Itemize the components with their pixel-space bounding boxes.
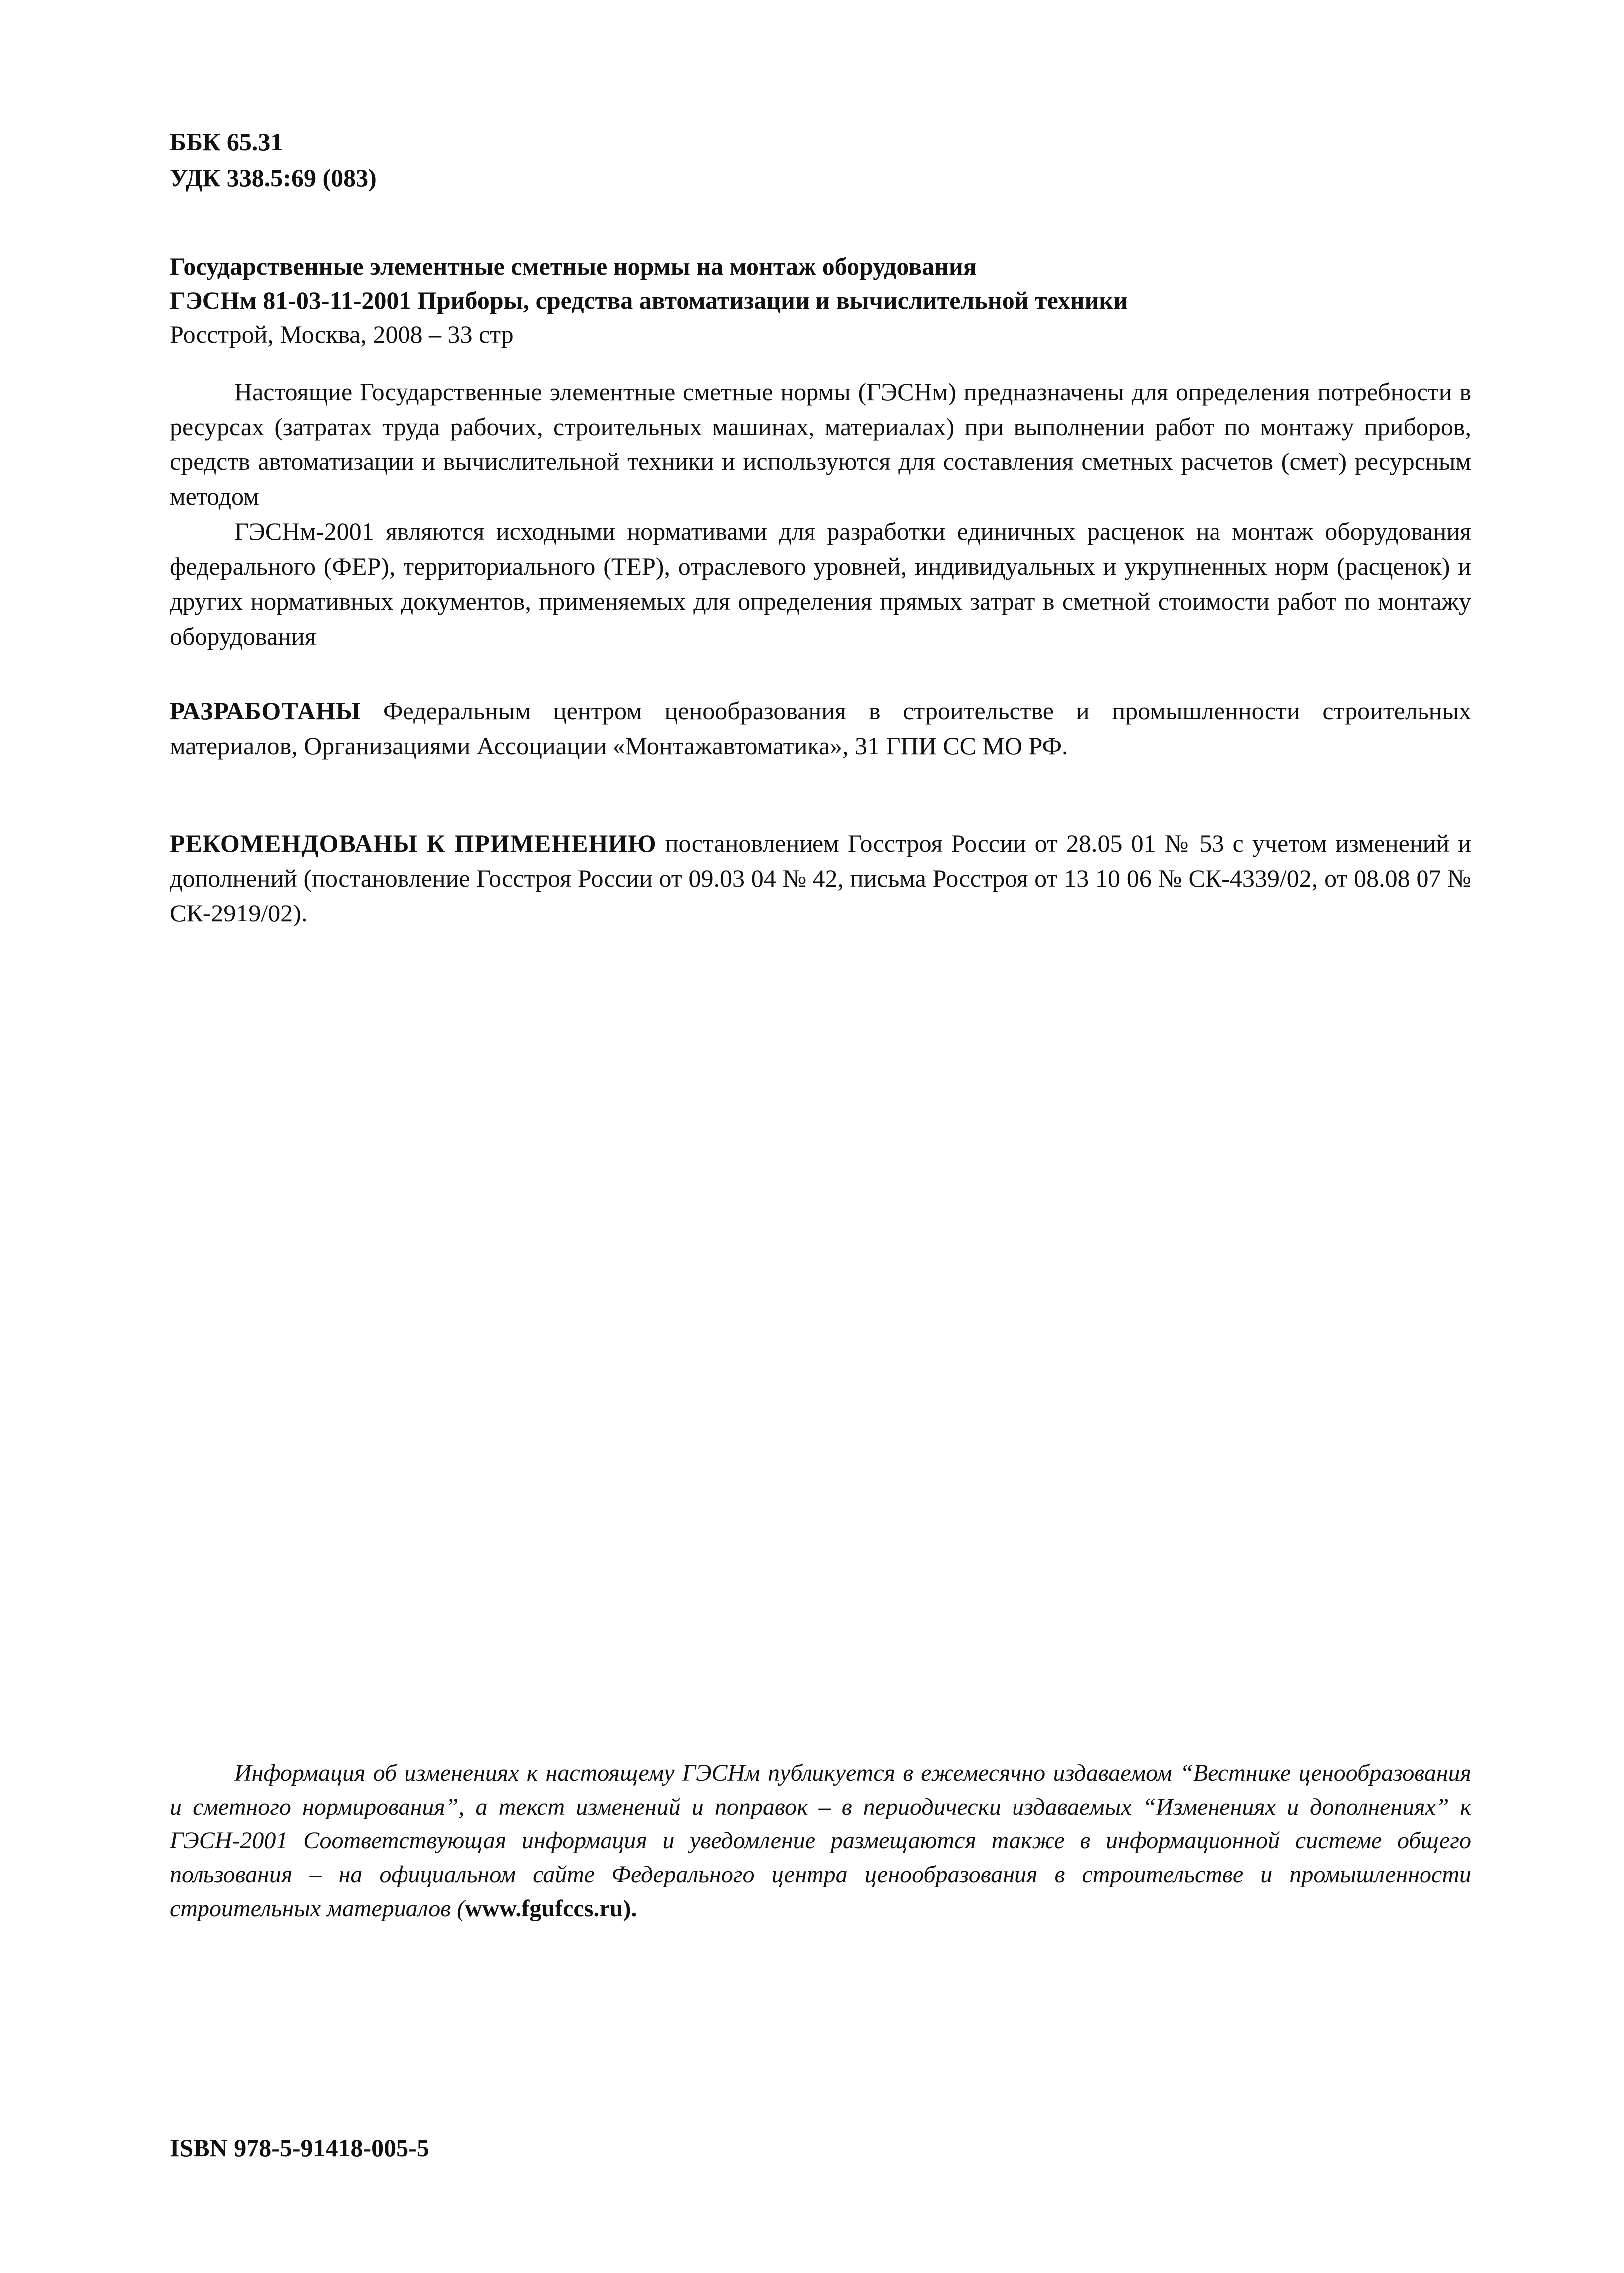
info-tail: ).	[623, 1895, 637, 1922]
info-text: Информация об изменениях к настоящему ГЭСНм публикуется в ежемесячно издаваемом “Вестнике ценообразования и сметного нормирования”, а текст изменений и поправок – в периодически издаваемых “Изменениях и дополнениях” к ГЭСН-2001 Соответствующая информация и уведомление размещаются также в информационной системе общего пользования – на официальном сайте Федерального центра ценообразования в строительстве и промышленности строительных материалов (	[170, 1760, 1471, 1922]
info-paragraph	[170, 1756, 1471, 1926]
classification-codes	[170, 124, 1471, 196]
info-note	[170, 1756, 1471, 1926]
recommended-text: постановлением Госстроя России от 28.05 01 № 53 с учетом изменений и дополнений (постановление Госстроя России от 09.03 04 № 42, письма Росстроя от 13 10 06 № СК-4339/02, от 08.08 07 № СК-2919/02).	[170, 829, 1472, 927]
recommended-label: РЕКОМЕНДОВАНЫ К ПРИМЕНЕНИЮ	[170, 829, 657, 857]
imprint: Росстрой, Москва, 2008 – 33 стр	[170, 320, 514, 348]
isbn: ISBN 978-5-91418-005-5	[170, 2134, 429, 2162]
abstract-paragraph-1: Настоящие Государственные элементные сметные нормы (ГЭСНм) предназначены для определения потребности в ресурсах (затратах труда рабочих, строительных машинах, материалах) при выполнении работ по монтажу приборов, средств автоматизации и вычислительной техники и используются для составления сметных расчетов (смет) ресурсным методом	[170, 378, 1471, 510]
developed-label: РАЗРАБОТАНЫ	[170, 697, 361, 725]
title-line-1: Государственные элементные сметные нормы на монтаж оборудования	[170, 252, 977, 280]
recommended-for-use	[170, 826, 1471, 930]
title-line-2: ГЭСНм 81-03-11-2001 Приборы, средства автоматизации и вычислительной техники	[170, 286, 1128, 314]
abstract	[170, 374, 1471, 654]
document-title	[170, 249, 1471, 351]
abstract-paragraph-2: ГЭСНм-2001 являются исходными нормативами для разработки единичных расценок на монтаж оборудования федерального (ФЕР), территориального (ТЕР), отраслевого уровней, индивидуальных и укрупненных норм (расценок) и других нормативных документов, применяемых для определения прямых затрат в сметной стоимости работ по монтажу оборудования	[170, 517, 1471, 650]
udk-code: УДК 338.5:69 (083)	[170, 164, 377, 192]
developed-by	[170, 693, 1471, 763]
website-link[interactable]: www.fgufccs.ru	[465, 1895, 623, 1922]
developed-text: Федеральным центром ценообразования в строительстве и промышленности строительных материалов, Организациями Ассоциации «Монтажавтоматика», 31 ГПИ СС МО РФ.	[170, 697, 1471, 760]
bbk-code: ББК 65.31	[170, 128, 283, 156]
